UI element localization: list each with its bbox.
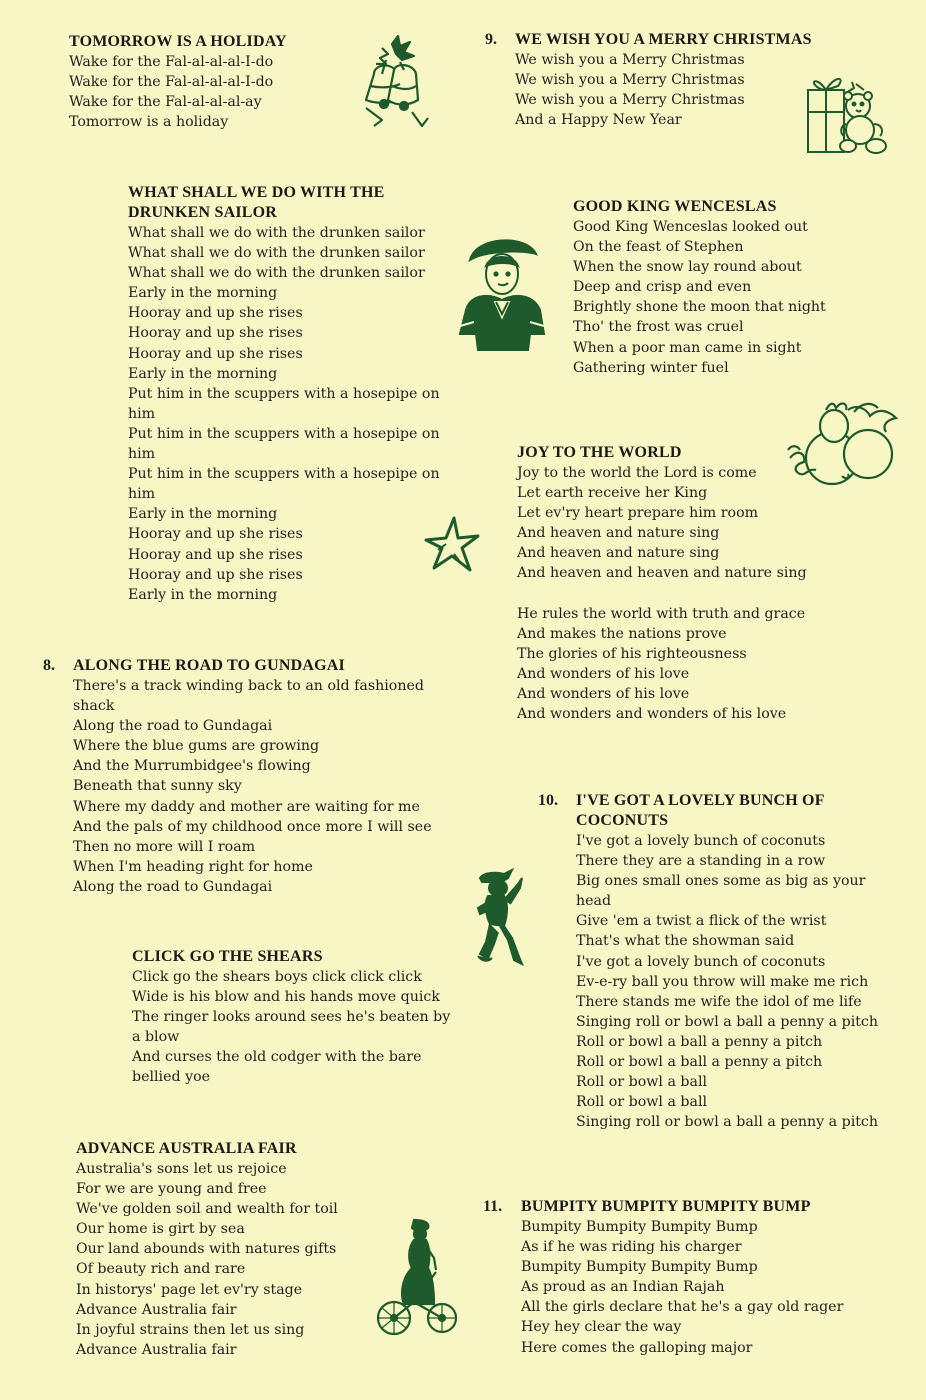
- lyric-line: When the snow lay round about: [573, 259, 802, 276]
- lyric-line: him: [128, 446, 156, 463]
- lyric-line: Good King Wenceslas looked out: [573, 219, 808, 235]
- lyric-line: him: [128, 405, 156, 422]
- song-drunken-sailor: [128, 183, 440, 605]
- lyric-line: Ev-e-ry ball you throw will make me rich: [576, 973, 869, 990]
- lyric-line: Our home is girt by sea: [76, 1221, 245, 1238]
- lyric-line: Gathering winter fuel: [573, 359, 729, 376]
- song-title: GOOD KING WENCESLAS: [573, 198, 777, 215]
- lyric-line: Tomorrow is a holiday: [69, 114, 229, 131]
- sailor-boy-icon: [456, 230, 546, 354]
- lyric-line: That's what the showman said: [576, 933, 795, 950]
- lyric-line: Where my daddy and mother are waiting for me: [73, 798, 420, 815]
- song-title: WE WISH YOU A MERRY CHRISTMAS: [515, 31, 812, 48]
- song-lyrics: [128, 223, 440, 605]
- song-title: BUMPITY BUMPITY BUMPITY BUMP: [521, 1198, 811, 1215]
- bells-icon: [352, 34, 434, 134]
- lyric-line: Let ev'ry heart prepare him room: [517, 505, 759, 522]
- song-title-line-2: DRUNKEN SAILOR: [128, 204, 278, 221]
- lyric-line: I've got a lovely bunch of coconuts: [576, 833, 826, 849]
- song-title-line-1: WHAT SHALL WE DO WITH THE: [128, 184, 385, 201]
- lyric-line: Advance Australia fair: [76, 1341, 237, 1358]
- lyric-line: I've got a lovely bunch of coconuts: [576, 953, 826, 970]
- lyric-line: Give 'em a twist a flick of the wrist: [576, 913, 827, 930]
- lyric-line: In historys' page let ev'ry stage: [76, 1281, 303, 1298]
- lyric-line: a blow: [132, 1029, 180, 1046]
- song-bumpity-bump: [483, 1197, 844, 1358]
- song-coconuts: [538, 791, 879, 1132]
- lyric-line: Wake for the Fal-al-al-al-ay: [69, 94, 262, 111]
- lyric-line: Bumpity Bumpity Bumpity Bump: [521, 1259, 758, 1276]
- song-number: 9.: [485, 31, 497, 48]
- lyric-line: What shall we do with the drunken sailor: [128, 225, 425, 241]
- lyric-line: Bumpity Bumpity Bumpity Bump: [521, 1219, 758, 1235]
- lyric-line: Early in the morning: [128, 365, 278, 382]
- lyric-line: And curses the old codger with the bare: [132, 1049, 422, 1066]
- lyric-line: Big ones small ones some as big as your: [576, 873, 866, 890]
- lyric-line: And wonders of his love: [517, 665, 690, 682]
- lyric-line: Hey hey clear the way: [521, 1319, 682, 1336]
- lyric-line: As if he was riding his charger: [521, 1239, 742, 1256]
- lyric-line: Our land abounds with natures gifts: [76, 1241, 337, 1258]
- lyric-line: Early in the morning: [128, 506, 278, 523]
- lyric-line: And wonders and wonders of his love: [517, 706, 787, 723]
- lyric-line: Along the road to Gundagai: [73, 878, 273, 895]
- lyric-line: We've golden soil and wealth for toil: [76, 1201, 338, 1218]
- lyric-line: Put him in the scuppers with a hosepipe on: [128, 385, 440, 402]
- lyric-line: Put him in the scuppers with a hosepipe on: [128, 425, 440, 442]
- lyric-line: bellied yoe: [132, 1069, 211, 1086]
- lyric-line: And makes the nations prove: [517, 625, 727, 642]
- lyric-line: Brightly shone the moon that night: [573, 299, 826, 316]
- song-lyrics: [132, 967, 450, 1088]
- lyric-line: Advance Australia fair: [76, 1301, 237, 1318]
- song-number: 8.: [43, 657, 55, 674]
- lyric-line: Singing roll or bowl a ball a penny a pitch: [576, 1013, 879, 1030]
- lyric-line: All the girls declare that he's a gay old rager: [521, 1299, 844, 1316]
- lyric-line: What shall we do with the drunken sailor: [128, 245, 425, 262]
- lyric-line: head: [576, 893, 612, 910]
- song-lyrics: [69, 52, 287, 132]
- lyric-line: And heaven and nature sing: [517, 525, 720, 542]
- lyric-line: Then no more will I roam: [73, 838, 256, 855]
- lyric-line: As proud as an Indian Rajah: [521, 1279, 725, 1296]
- lyric-line: Wide is his blow and his hands move quick: [132, 989, 440, 1006]
- song-title: ALONG THE ROAD TO GUNDAGAI: [73, 657, 345, 674]
- lyric-line: The glories of his righteousness: [517, 645, 747, 662]
- song-click-go-the-shears: [132, 947, 450, 1088]
- lyric-line: Here comes the galloping major: [521, 1339, 753, 1356]
- lyric-line: Let earth receive her King: [517, 485, 708, 502]
- song-lyrics: [521, 1217, 843, 1358]
- song-tomorrow-is-a-holiday: [69, 32, 287, 132]
- song-lyrics-verse-1: [517, 463, 807, 584]
- lyric-line: Australia's sons let us rejoice: [76, 1161, 287, 1177]
- lyric-line: Hooray and up she rises: [128, 305, 303, 322]
- song-good-king-wenceslas: [573, 197, 826, 378]
- lyric-line: He rules the world with truth and grace: [517, 605, 806, 622]
- lyric-line: In joyful strains then let us sing: [76, 1321, 305, 1338]
- song-joy-to-the-world: [517, 443, 807, 724]
- lyric-line: When a poor man came in sight: [573, 339, 802, 356]
- lyric-line: Hooray and up she rises: [128, 325, 303, 342]
- song-number: 11.: [483, 1198, 503, 1215]
- lyric-line: There stands me wife the idol of me life: [576, 993, 862, 1010]
- song-title: ADVANCE AUSTRALIA FAIR: [76, 1140, 297, 1157]
- lyric-line: We wish you a Merry Christmas: [515, 52, 745, 68]
- bicycle-woman-icon: [374, 1218, 460, 1338]
- song-advance-australia-fair: [76, 1139, 338, 1360]
- song-title-line-2: COCONUTS: [576, 812, 669, 829]
- lyric-line: Wake for the Fal-al-al-al-I-do: [69, 54, 274, 70]
- song-lyrics-verse-2: [517, 604, 807, 725]
- lyric-line: Roll or bowl a ball: [576, 1094, 708, 1111]
- lyric-line: We wish you a Merry Christmas: [515, 92, 745, 109]
- lyric-line: Joy to the world the Lord is come: [517, 465, 757, 481]
- lyric-line: And wonders of his love: [517, 685, 690, 702]
- lyric-line: shack: [73, 698, 115, 715]
- song-gundagai: [43, 656, 432, 897]
- lyric-line: Roll or bowl a ball a penny a pitch: [576, 1054, 823, 1071]
- lyric-line: On the feast of Stephen: [573, 239, 744, 256]
- song-lyrics: [576, 831, 878, 1132]
- lyric-line: Where the blue gums are growing: [73, 738, 320, 755]
- pears-icon: [786, 398, 902, 494]
- lyric-line: Put him in the scuppers with a hosepipe on: [128, 466, 440, 483]
- song-title: JOY TO THE WORLD: [517, 444, 682, 461]
- lyric-line: Hooray and up she rises: [128, 526, 303, 543]
- lyric-line: For we are young and free: [76, 1181, 267, 1198]
- lyric-line: And heaven and heaven and nature sing: [517, 565, 807, 582]
- lyric-line: Tho' the frost was cruel: [573, 319, 744, 336]
- lyric-line: Wake for the Fal-al-al-al-I-do: [69, 74, 274, 91]
- song-lyrics: [573, 217, 826, 378]
- lyric-line: Hooray and up she rises: [128, 546, 303, 563]
- lyric-line: And the Murrumbidgee's flowing: [73, 758, 311, 775]
- lyric-line: When I'm heading right for home: [73, 858, 313, 875]
- lyric-line: Singing roll or bowl a ball a penny a pitch: [576, 1114, 879, 1131]
- lyric-line: Deep and crisp and even: [573, 279, 752, 296]
- song-lyrics: [515, 50, 812, 130]
- lyric-line: Of beauty rich and rare: [76, 1261, 246, 1278]
- lyric-line: Early in the morning: [128, 586, 278, 603]
- dancing-man-icon: [474, 868, 526, 972]
- lyric-line: him: [128, 486, 156, 503]
- lyric-line: Along the road to Gundagai: [73, 718, 273, 735]
- lyric-line: There they are a standing in a row: [576, 853, 826, 870]
- song-title: TOMORROW IS A HOLIDAY: [69, 33, 287, 50]
- lyric-line: There's a track winding back to an old fashioned: [73, 678, 424, 694]
- lyric-line: Hooray and up she rises: [128, 566, 303, 583]
- lyric-line: Click go the shears boys click click click: [132, 969, 422, 985]
- song-lyrics: [76, 1159, 338, 1360]
- song-merry-christmas: [485, 30, 812, 130]
- lyric-line: Hooray and up she rises: [128, 345, 303, 362]
- lyric-line: Roll or bowl a ball: [576, 1074, 708, 1091]
- lyric-line: And a Happy New Year: [515, 112, 682, 129]
- lyric-line: And the pals of my childhood once more I will see: [73, 818, 432, 835]
- lyric-line: The ringer looks around sees he's beaten by: [132, 1009, 451, 1026]
- song-title: CLICK GO THE SHEARS: [132, 948, 323, 965]
- lyric-line: What shall we do with the drunken sailor: [128, 265, 425, 282]
- song-lyrics: [73, 676, 432, 897]
- teddy-gift-icon: [804, 72, 892, 158]
- lyric-line: We wish you a Merry Christmas: [515, 72, 745, 89]
- lyric-line: Beneath that sunny sky: [73, 778, 242, 795]
- song-title-line-1: I'VE GOT A LOVELY BUNCH OF: [576, 792, 825, 809]
- lyric-line: Roll or bowl a ball a penny a pitch: [576, 1033, 823, 1050]
- star-icon: [424, 514, 480, 574]
- lyric-line: And heaven and nature sing: [517, 545, 720, 562]
- song-number: 10.: [538, 792, 558, 809]
- lyric-line: Early in the morning: [128, 285, 278, 302]
